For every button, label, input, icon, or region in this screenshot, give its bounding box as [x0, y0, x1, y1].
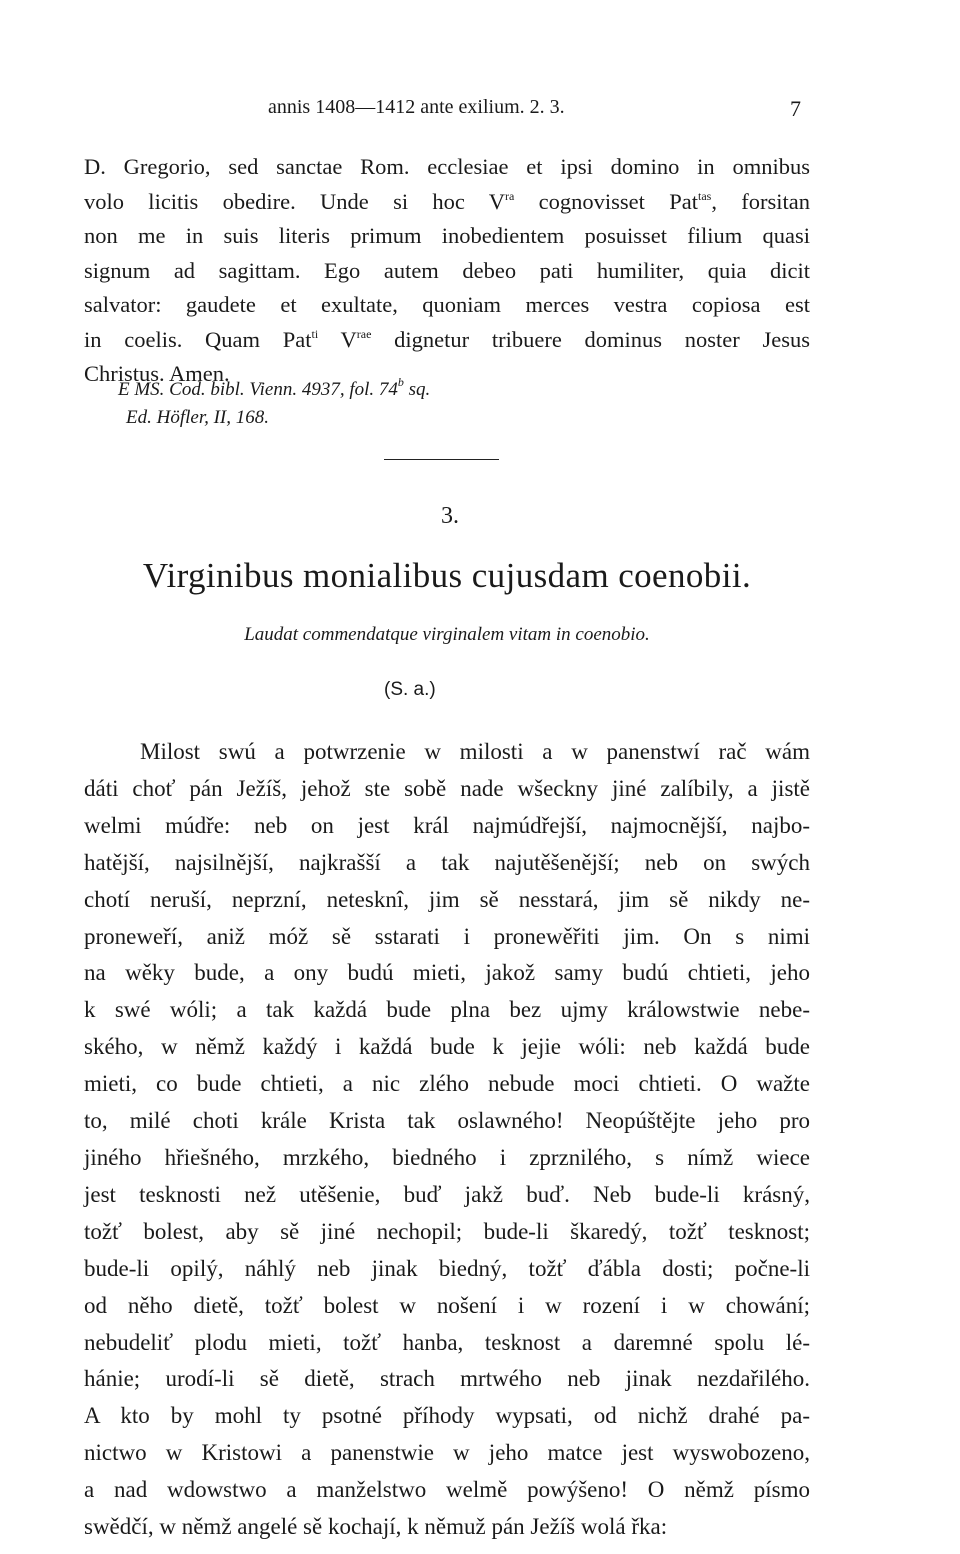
text-line: proneweří, aniž móž sě sstarati i pronewěřiti jim. On s nimi: [84, 923, 810, 949]
text-line: in coelis. Quam Pat$^{ti}$ $V^{rae}$ dignetur tribuere dominus noster Jesus: [84, 326, 810, 352]
text-line: tožť bolest, aby sě jiné nechopil; bude-li škaredý, tožť tesknost;: [84, 1218, 810, 1244]
letter-date: (S. a.): [384, 679, 436, 700]
text-line: signum ad sagittam. Ego autem debeo pati humiliter, quia dicit: [84, 257, 810, 283]
text-line: ského, w němž každý i každá bude k jejie wóli: neb každá bude: [84, 1034, 810, 1060]
page-number: 7: [790, 96, 801, 121]
text-line: jiného hřiešného, mrzkého, biedného i zprznilého, s nímž wiece: [84, 1144, 810, 1170]
section-divider: [384, 459, 499, 460]
text-line: welmi múdře: neb on jest král najmúdřejší, najmocnější, najbo-: [84, 812, 810, 838]
letter-summary: Laudat commendatque virginalem vitam in coenobio.: [244, 624, 650, 645]
text-line: non me in suis literis primum inobedientem posuisset filium quasi: [84, 223, 810, 248]
text-line: bude-li opilý, náhlý neb jinak biedný, tožť ďábla dosti; počne-li: [84, 1255, 810, 1281]
text-line: a nad wdowstwo a manželstwo welmě powýšeno! O němž písmo: [84, 1477, 810, 1503]
text-line: hatější, najsilnější, najkrašší a tak najutěšenější; neb on swých: [84, 849, 810, 875]
text-line: D. Gregorio, sed sanctae Rom. ecclesiae et ipsi domino in omnibus: [84, 154, 810, 179]
text-line: volo licitis obedire. Unde si hoc $V^{ra}$ cognovisset Pat$^{tas}$, forsitan: [84, 188, 810, 214]
text-line: Christus. Amen.: [84, 361, 230, 386]
text-line: dáti choť pán Ježíš, jehož ste sobě nade wšeckny jiné zalíbily, a jistě: [84, 775, 810, 801]
text-line: Milost swú a potwrzenie w milosti a w panenstwí rač wám: [140, 739, 810, 764]
letter-2-closing-paragraph: [84, 150, 810, 392]
text-line: to, milé choti krále Krista tak oslawného! Neopúštějte jeho pro: [84, 1108, 810, 1134]
text-line: nebudeliť plodu mieti, tožť hanba, tesknost a daremné spolu lé-: [84, 1329, 810, 1355]
running-header: [0, 96, 960, 126]
text-line: A kto by mohl ty psotné příhody wypsati, od nichž drahé pa-: [84, 1403, 810, 1429]
text-line: mieti, co bude chtieti, a nic zlého nebude moci chtieti. O wažte: [84, 1071, 810, 1097]
text-line: swědčí, w němž angelé sě kochají, k němuž pán Ježíš wolá řka:: [84, 1514, 668, 1540]
text-line: salvator: gaudete et exultate, quoniam merces vestra copiosa est: [84, 292, 810, 317]
letter-number: 3.: [441, 503, 459, 529]
letter-title: Virginibus monialibus cujusdam coenobii.: [142, 556, 752, 595]
text-line: k swé wóli; a tak každá bude plna bez ujmy králowstwie nebe-: [84, 997, 810, 1023]
source-citation: [118, 376, 430, 432]
text-line: chotí neruší, neprzní, netesknî, jim sě nesstará, jim sě nikdy ne-: [84, 886, 810, 912]
text-line: od něho dietě, tožť bolest w nošení i w rození i w chowání;: [84, 1292, 810, 1318]
source-line: Ed. Höfler, II, 168.: [126, 407, 270, 428]
text-line: nictwo w Kristowi a panenstwie w jeho matce jest wyswobozeno,: [84, 1440, 810, 1466]
running-title: annis 1408—1412 ante exilium. 2. 3.: [268, 96, 565, 118]
letter-3-body: [84, 734, 810, 1546]
text-line: jest tesknosti než utěšenie, buď jakž buď. Neb bude-li krásný,: [84, 1181, 810, 1207]
source-line: E MS. Cod. bibl. Vienn. 4937, fol. 74$^b$ sq.: [118, 375, 431, 400]
text-line: na wěky bude, a ony budú mieti, jakož samy budú chtieti, jeho: [84, 960, 810, 986]
text-line: hánie; urodí-li sě dietě, strach mrtwého neb jinak nezdařilého.: [84, 1366, 810, 1392]
